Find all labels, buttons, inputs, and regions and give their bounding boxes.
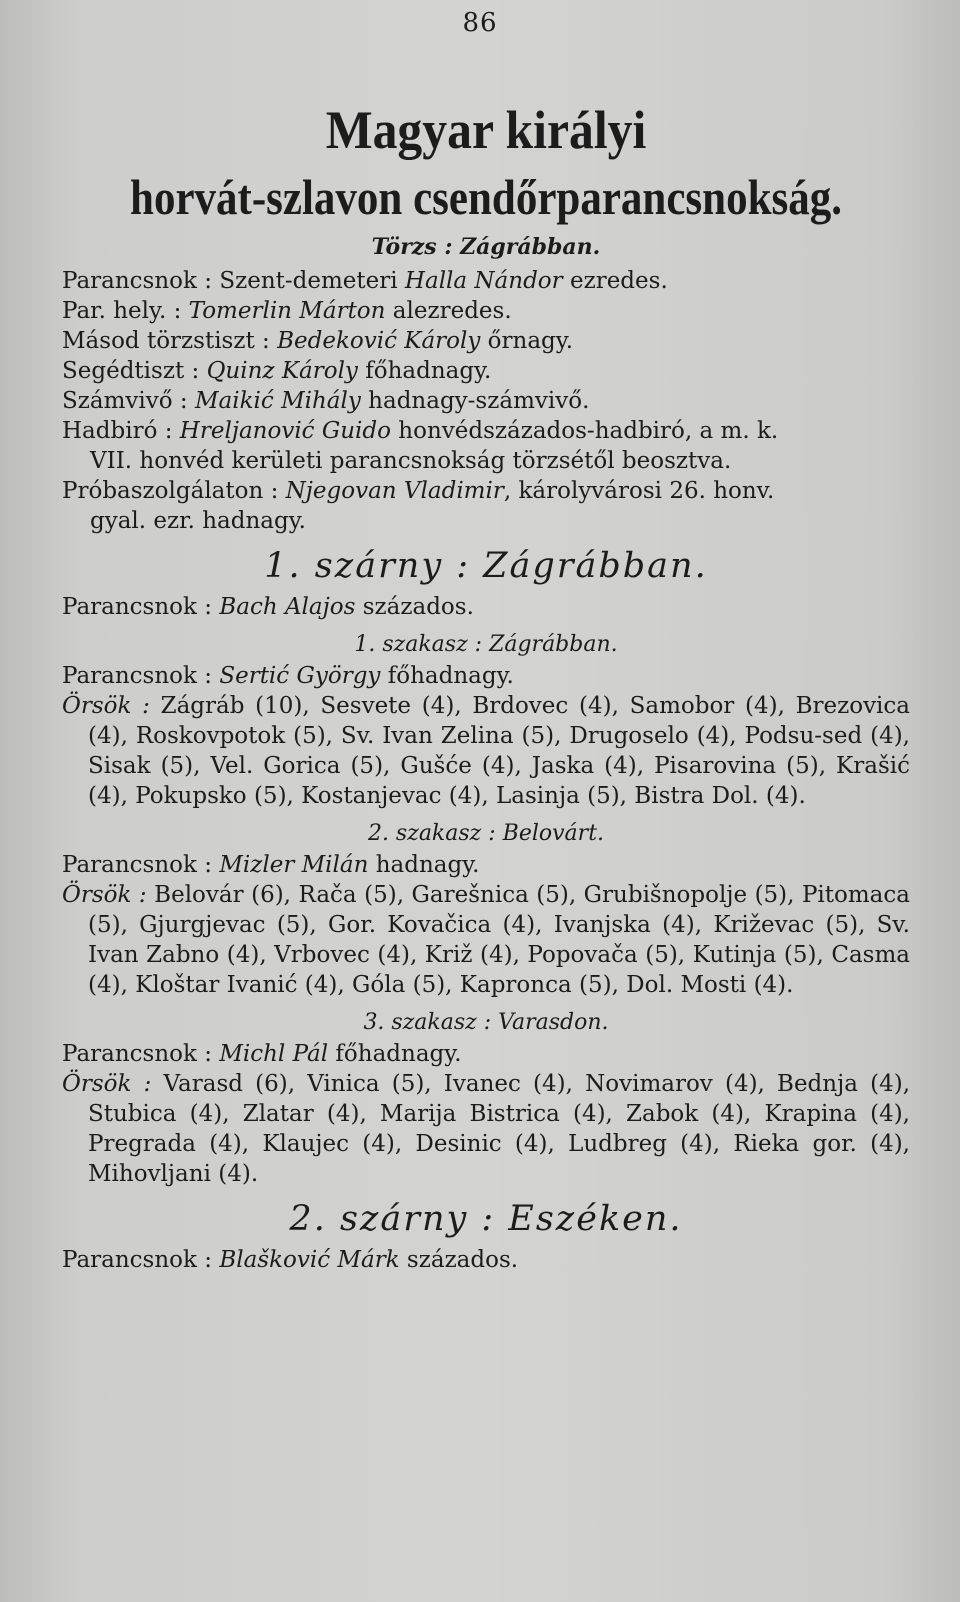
- probaszolgalat-row: Próbaszolgálaton : Njegovan Vladimir, károlyvárosi 26. honv.: [62, 478, 775, 504]
- title-line-2: horvát-szlavon csendőrparancsnokság.: [130, 169, 842, 225]
- staff-row: Par. hely. : Tomerlin Márton alezredes.: [62, 298, 512, 324]
- staff-row: Parancsnok : Szent-demeteri Halla Nándor ezredes.: [62, 268, 668, 294]
- page-number: 86: [462, 8, 498, 38]
- section-3-stations: Örsök : Varasd (6), Vinica (5), Ivanec (4), Novimarov (4), Bednja (4), Stubica (4), Zlatar (4), Marija Bistrica (4), Zabok (4), Krapina (4), Pregrada (4), Klaujec (4), Desinic (4), Ludbreg (4), Rieka gor. (4), Mihovljani (4).: [62, 1071, 910, 1187]
- section-2-heading: 2. szakasz : Belovárt.: [367, 821, 605, 846]
- torzs-heading: Törzs : Zágrábban.: [371, 234, 601, 260]
- section-2-stations: Örsök : Belovár (6), Rača (5), Garešnica (5), Grubišnopolje (5), Pitomaca (5), Gjurgjevac (5), Gor. Kovačica (4), Ivanjska (4), Križevac (5), Sv. Ivan Zabno (4), Vrbovec (4), Križ (4), Popovača (5), Kutinja (5), Casma (4), Kloštar Ivanić (4), Góla (5), Kapronca (5), Dol. Mosti (4).: [62, 882, 910, 998]
- wing-1-commander: Parancsnok : Bach Alajos százados.: [62, 594, 474, 620]
- staff-list: [62, 266, 910, 536]
- section-3-heading: 3. szakasz : Varasdon.: [363, 1010, 609, 1035]
- section-1-heading: 1. szakasz : Zágrábban.: [354, 632, 618, 657]
- section-1-stations: Örsök : Zágráb (10), Sesvete (4), Brdovec (4), Samobor (4), Brezovica (4), Roskovpotok (5), Sv. Ivan Zelina (5), Drugoselo (4), Podsu-sed (4), Sisak (5), Vel. Gorica (5), Gušće (4), Jaska (4), Pisarovina (5), Krašić (4), Pokupsko (5), Kostanjevac (4), Lasinja (5), Bistra Dol. (4).: [62, 693, 911, 809]
- staff-row: Másod törzstiszt : Bedeković Károly őrnagy.: [62, 328, 574, 354]
- probaszolgalat-continuation: gyal. ezr. hadnagy.: [90, 508, 306, 534]
- wing-1-heading: 1. szárny : Zágrábban.: [264, 546, 708, 586]
- wing-2-heading: 2. szárny : Eszéken.: [289, 1199, 683, 1239]
- staff-row: Számvivő : Maikić Mihály hadnagy-számvivő.: [62, 388, 590, 414]
- section-1-commander: Parancsnok : Sertić György főhadnagy.: [62, 663, 514, 689]
- wing-2-commander: Parancsnok : Blašković Márk százados.: [62, 1247, 519, 1273]
- staff-row: Hadbiró : Hreljanović Guido honvédszázados-hadbiró, a m. k.: [62, 418, 779, 444]
- section-2-commander: Parancsnok : Mizler Milán hadnagy.: [62, 852, 480, 878]
- section-3-commander: Parancsnok : Michl Pál főhadnagy.: [62, 1041, 462, 1067]
- staff-row: Segédtiszt : Quinz Károly főhadnagy.: [62, 358, 492, 384]
- hadbiro-continuation: VII. honvéd kerületi parancsnokság törzsétől beosztva.: [90, 448, 732, 474]
- title-line-1: Magyar királyi: [325, 100, 647, 160]
